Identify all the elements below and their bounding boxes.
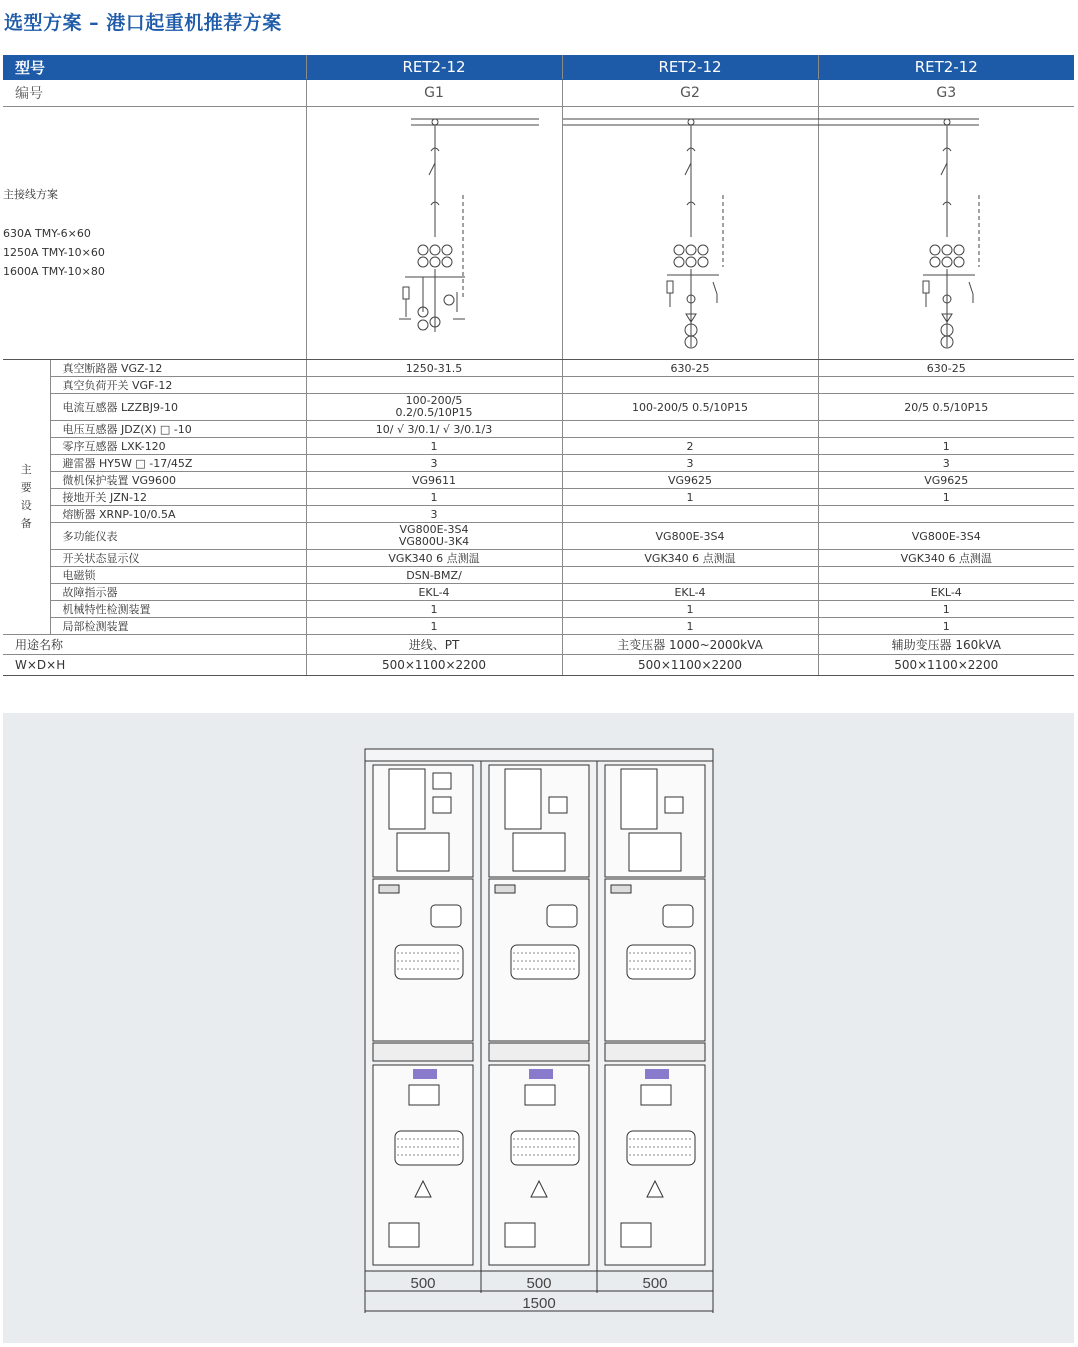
equipment-value: 3	[818, 455, 1074, 472]
equipment-value: 630-25	[818, 360, 1074, 377]
equipment-value: 3	[306, 455, 562, 472]
equipment-value: 1	[818, 489, 1074, 506]
equipment-row	[3, 601, 1074, 618]
equipment-value	[306, 377, 562, 394]
usage-g2: 主变压器 1000~2000kVA	[562, 635, 818, 655]
width-label-2: 500	[526, 1275, 552, 1292]
equipment-value	[562, 506, 818, 523]
equipment-row	[3, 489, 1074, 506]
equipment-row	[3, 421, 1074, 438]
equipment-row	[3, 472, 1074, 489]
equipment-row	[3, 438, 1074, 455]
equipment-value	[818, 377, 1074, 394]
single-line-diagram-g3	[819, 107, 1075, 356]
code-row	[3, 80, 1074, 107]
equipment-value: 2	[562, 438, 818, 455]
model-label: 型号	[3, 55, 306, 80]
busbar-1: 630A TMY-6×60	[3, 227, 91, 240]
equipment-value: VGK340 6 点测温	[818, 550, 1074, 567]
page-title: 选型方案 – 港口起重机推荐方案	[4, 12, 282, 34]
wiring-diagram-g3	[818, 107, 1074, 360]
model-row	[3, 55, 1074, 80]
equipment-name: 接地开关 JZN-12	[50, 489, 306, 506]
switchgear-front-view	[3, 713, 1074, 1343]
equipment-value	[818, 506, 1074, 523]
equipment-row	[3, 584, 1074, 601]
equipment-name: 电压互感器 JDZ(X) □ -10	[50, 421, 306, 438]
single-line-diagram-g2	[563, 107, 819, 356]
equipment-value: VG9611	[306, 472, 562, 489]
busbar-3: 1600A TMY-10×80	[3, 265, 105, 278]
dims-g3: 500×1100×2200	[818, 655, 1074, 676]
equipment-row	[3, 377, 1074, 394]
dims-g2: 500×1100×2200	[562, 655, 818, 676]
dims-row	[3, 655, 1074, 676]
equipment-name: 多功能仪表	[50, 523, 306, 550]
equipment-name: 微机保护装置 VG9600	[50, 472, 306, 489]
equipment-value: 1	[306, 618, 562, 635]
equipment-name: 真空断路器 VGZ-12	[50, 360, 306, 377]
wiring-diagram-g2	[562, 107, 818, 360]
equipment-value: 1	[306, 489, 562, 506]
dims-g1: 500×1100×2200	[306, 655, 562, 676]
equipment-value: EKL-4	[562, 584, 818, 601]
equipment-value	[818, 421, 1074, 438]
equipment-value: 1	[562, 489, 818, 506]
equipment-value: 1	[818, 601, 1074, 618]
equipment-row	[3, 523, 1074, 550]
equipment-value: 1	[818, 438, 1074, 455]
equipment-value: 1	[306, 601, 562, 618]
wiring-label-cell	[3, 107, 306, 360]
equipment-row	[3, 360, 1074, 377]
equipment-value: VG9625	[818, 472, 1074, 489]
equipment-value: 100-200/5 0.2/0.5/10P15	[306, 394, 562, 421]
equipment-name: 避雷器 HY5W □ -17/45Z	[50, 455, 306, 472]
equipment-value: VGK340 6 点测温	[562, 550, 818, 567]
equipment-value: VG9625	[562, 472, 818, 489]
main-equipment-group-label: 主 要 设 备	[3, 360, 50, 635]
wiring-diagram-g1	[306, 107, 562, 360]
equipment-value: EKL-4	[818, 584, 1074, 601]
code-g1: G1	[306, 80, 562, 107]
busbar-2: 1250A TMY-10×60	[3, 246, 105, 259]
code-label: 编号	[3, 80, 306, 107]
equipment-name: 局部检测装置	[50, 618, 306, 635]
width-label-3: 500	[642, 1275, 668, 1292]
equipment-value: 1	[306, 438, 562, 455]
cabinet-drawing-panel	[3, 713, 1074, 1343]
wiring-row	[3, 107, 1074, 360]
equipment-value	[562, 421, 818, 438]
spec-table	[3, 55, 1074, 676]
code-g3: G3	[818, 80, 1074, 107]
equipment-name: 真空负荷开关 VGF-12	[50, 377, 306, 394]
equipment-name: 故障指示器	[50, 584, 306, 601]
equipment-value: VG800E-3S4 VG800U-3K4	[306, 523, 562, 550]
usage-label: 用途名称	[3, 635, 306, 655]
equipment-value: 100-200/5 0.5/10P15	[562, 394, 818, 421]
equipment-name: 电流互感器 LZZBJ9-10	[50, 394, 306, 421]
cabinet-g2	[481, 761, 597, 1271]
dims-label: W×D×H	[3, 655, 306, 676]
equipment-name: 熔断器 XRNP-10/0.5A	[50, 506, 306, 523]
usage-g3: 辅助变压器 160kVA	[818, 635, 1074, 655]
equipment-value: VG800E-3S4	[562, 523, 818, 550]
model-g2: RET2-12	[562, 55, 818, 80]
equipment-value: 3	[562, 455, 818, 472]
equipment-name: 机械特性检测装置	[50, 601, 306, 618]
equipment-value: EKL-4	[306, 584, 562, 601]
equipment-value: 630-25	[562, 360, 818, 377]
equipment-value	[562, 567, 818, 584]
equipment-row	[3, 455, 1074, 472]
model-g1: RET2-12	[306, 55, 562, 80]
usage-row	[3, 635, 1074, 655]
usage-g1: 进线、PT	[306, 635, 562, 655]
width-label-1: 500	[410, 1275, 436, 1292]
equipment-value: 1	[818, 618, 1074, 635]
equipment-value: 10/ √ 3/0.1/ √ 3/0.1/3	[306, 421, 562, 438]
equipment-value: 20/5 0.5/10P15	[818, 394, 1074, 421]
cabinet-g1	[365, 761, 481, 1271]
equipment-value: VG800E-3S4	[818, 523, 1074, 550]
model-g3: RET2-12	[818, 55, 1074, 80]
cabinet-g3	[597, 761, 713, 1271]
equipment-value: 3	[306, 506, 562, 523]
equipment-value	[562, 377, 818, 394]
equipment-name: 零序互感器 LXK-120	[50, 438, 306, 455]
wiring-label: 主接线方案	[3, 188, 58, 201]
equipment-row	[3, 567, 1074, 584]
equipment-value: VGK340 6 点测温	[306, 550, 562, 567]
equipment-value: DSN-BMZ/	[306, 567, 562, 584]
equipment-value: 1250-31.5	[306, 360, 562, 377]
total-width-label: 1500	[522, 1295, 556, 1312]
equipment-row	[3, 506, 1074, 523]
equipment-value: 1	[562, 618, 818, 635]
equipment-row	[3, 394, 1074, 421]
single-line-diagram-g1	[307, 107, 563, 356]
equipment-value: 1	[562, 601, 818, 618]
equipment-row	[3, 550, 1074, 567]
equipment-row	[3, 618, 1074, 635]
code-g2: G2	[562, 80, 818, 107]
equipment-name: 开关状态显示仪	[50, 550, 306, 567]
equipment-value	[818, 567, 1074, 584]
equipment-name: 电磁锁	[50, 567, 306, 584]
